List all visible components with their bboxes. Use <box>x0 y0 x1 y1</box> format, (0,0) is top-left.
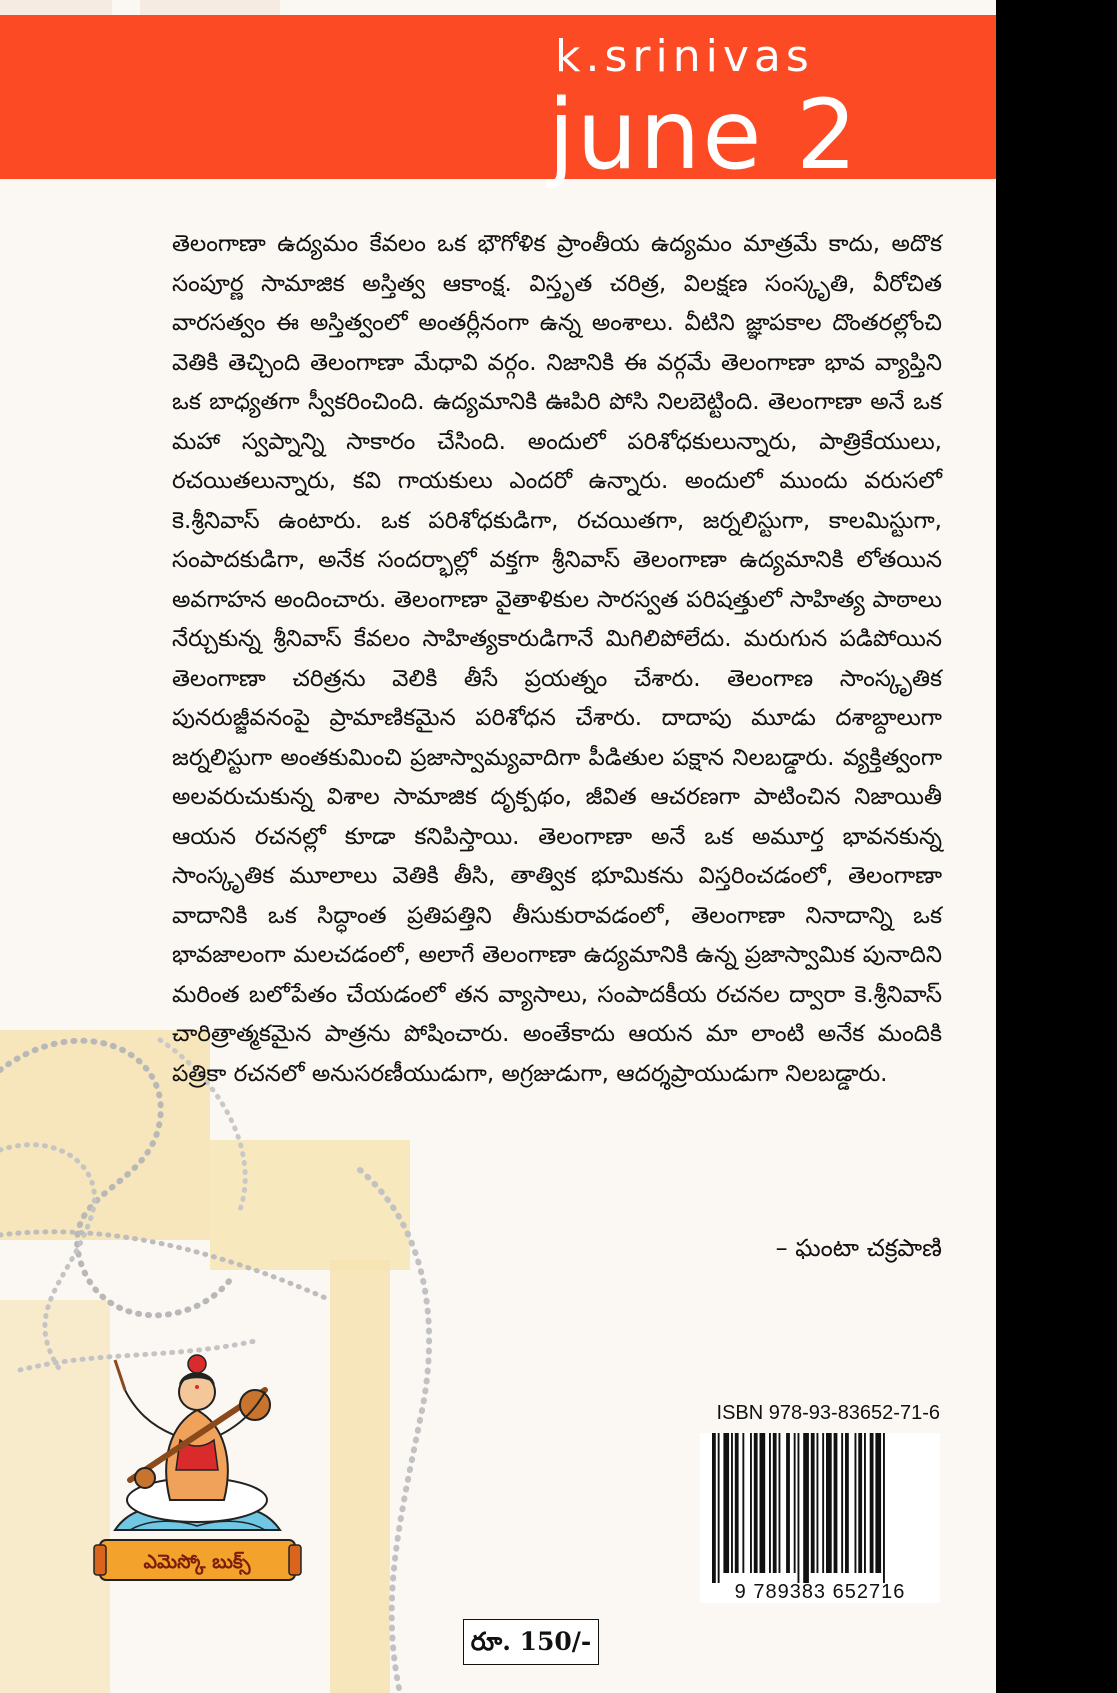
publisher-name: ఎమెస్కో బుక్స్ <box>143 1551 251 1573</box>
barcode-bar <box>870 1433 874 1573</box>
blurb-signature: – ఘంటా చక్రపాణి <box>775 1234 942 1262</box>
barcode-bar <box>742 1433 744 1573</box>
barcode-bar <box>750 1433 752 1573</box>
barcode-bar <box>786 1433 790 1573</box>
black-edge <box>996 0 1117 1693</box>
barcode-bar <box>826 1433 832 1573</box>
barcode-bar <box>817 1433 819 1573</box>
price-tag: రూ. 150/- <box>463 1619 599 1665</box>
barcode-bar <box>760 1433 766 1573</box>
barcode-bar <box>798 1433 800 1583</box>
barcode-bar <box>712 1433 716 1583</box>
barcode <box>700 1433 940 1603</box>
author-name: k.srinivas <box>555 31 814 82</box>
barcode-bar <box>803 1433 809 1583</box>
barcode-bar <box>822 1433 824 1573</box>
barcode-bar <box>883 1433 885 1583</box>
title-banner <box>0 15 996 191</box>
barcode-bar <box>773 1433 777 1573</box>
barcode-bar <box>794 1433 796 1573</box>
barcode-bar <box>723 1433 729 1573</box>
blurb-paragraph: తెలంగాణా ఉద్యమం కేవలం ఒక భౌగోళిక ప్రాంతీయ ఉద్యమం మాత్రమే కాదు, అదొక సంపూర్ణ సామాజిక అస్తిత్వ ఆకాంక్ష. విస్తృత చరిత్ర, విలక్షణ సంస్కృతి, వీరోచిత వారసత్వం ఈ అస్తిత్వంలో అంతర్లీనంగా ఉన్న అంశాలు. వీటిని జ్ఞాపకాల దొంతరల్లోంచి వెతికి తెచ్చింది తెలంగాణా మేధావి వర్గం. నిజానికి ఈ వర్గమే తెలంగాణా భావ వ్యాప్తిని ఒక బాధ్యతగా స్వీకరించింది. ఉద్యమానికి ఊపిరి పోసి నిలబెట్టింది. తెలంగాణా అనే ఒక మహా స్వప్నాన్ని సాకారం చేసింది. అందులో పరిశోధకులున్నారు, పాత్రికేయులు, రచయితలున్నారు, కవి గాయకులు ఎందరో ఉన్నారు. అందులో ముందు వరుసలో కె.శ్రీనివాస్ ఉంటారు. ఒక పరిశోధకుడిగా, రచయితగా, జర్నలిస్టుగా, కాలమిస్టుగా, సంపాదకుడిగా, అనేక సందర్భాల్లో వక్తగా శ్రీనివాస్ తెలంగాణా ఉద్యమానికి లోతయిన అవగాహన అందించారు. తెలంగాణా వైతాళికుల సారస్వత పరిషత్తులో సాహిత్య పాఠాలు నేర్చుకున్న శ్రీనివాస్ కేవలం సాహిత్యకారుడిగానే మిగిలిపోలేదు. మరుగున పడిపోయిన తెలంగాణా చరిత్రను వెలికి తీసే ప్రయత్నం చేశారు. తెలంగాణ సాంస్కృతిక పునరుజ్జీవనంపై ప్రామాణికమైన పరిశోధన చేశారు. దాదాపు మూడు దశాబ్దాలుగా జర్నలిస్టుగా అంతకుమించి ప్రజాస్వామ్యవాదిగా పీడితుల పక్షాన నిలబడ్డారు. వ్యక్తిత్వంగా అలవరుచుకున్న విశాల సామాజిక దృక్పథం, జీవిత ఆచరణగా పాటించిన నిజాయితీ ఆయన రచనల్లో కూడా కనిపిస్తాయి. తెలంగాణా అనే ఒక అమూర్త భావనకున్న సాంస్కృతిక మూలాలు వెతికి తీసి, తాత్విక భూమికను విస్తరించడంలో, తెలంగాణా వాదానికి ఒక సిద్ధాంత ప్రతిపత్తిని తీసుకురావడంలో, తెలంగాణా నినాదాన్ని ఒక భావజాలంగా మలచడంలో, అలాగే తెలంగాణా ఉద్యమానికి ఉన్న ప్రజాస్వామిక పునాదిని మరింత బలోపేతం చేయడంలో తన వ్యాసాలు, సంపాదకీయ రచనల ద్వారా కె.శ్రీనివాస్ చారిత్రాత్మకమైన పాత్రను పోషించారు. అంతేకాదు ఆయన మా లాంటి అనేక మందికి పత్రికా రచనలో అనుసరణీయుడుగా, అగ్రజుడుగా, ఆదర్శప్రాయుడుగా నిలబడ్డారు. <box>172 231 942 1087</box>
goddess-saraswati-illustration-icon <box>90 1330 305 1585</box>
barcode-bar <box>731 1433 733 1573</box>
barcode-bar <box>834 1433 838 1573</box>
barcode-bar <box>858 1433 862 1573</box>
barcode-bar <box>841 1433 843 1573</box>
publisher-logo <box>90 1330 305 1585</box>
barcode-number: 9 789383 652716 <box>734 1581 906 1603</box>
barcode-bar <box>855 1433 857 1573</box>
barcode-bar <box>779 1433 781 1573</box>
barcode-bar <box>735 1433 739 1573</box>
barcode-bar <box>811 1433 815 1573</box>
barcode-bar <box>754 1433 758 1573</box>
barcode-bar <box>864 1433 866 1573</box>
barcode-bar <box>718 1433 720 1583</box>
barcode-bar <box>875 1433 881 1573</box>
barcode-bar <box>769 1433 771 1573</box>
blurb-text <box>172 225 942 1094</box>
book-title: june 2 <box>548 79 860 191</box>
isbn-block <box>700 1402 940 1603</box>
isbn-label: ISBN 978-93-83652-71-6 <box>716 1402 940 1424</box>
barcode-bar <box>845 1433 849 1573</box>
